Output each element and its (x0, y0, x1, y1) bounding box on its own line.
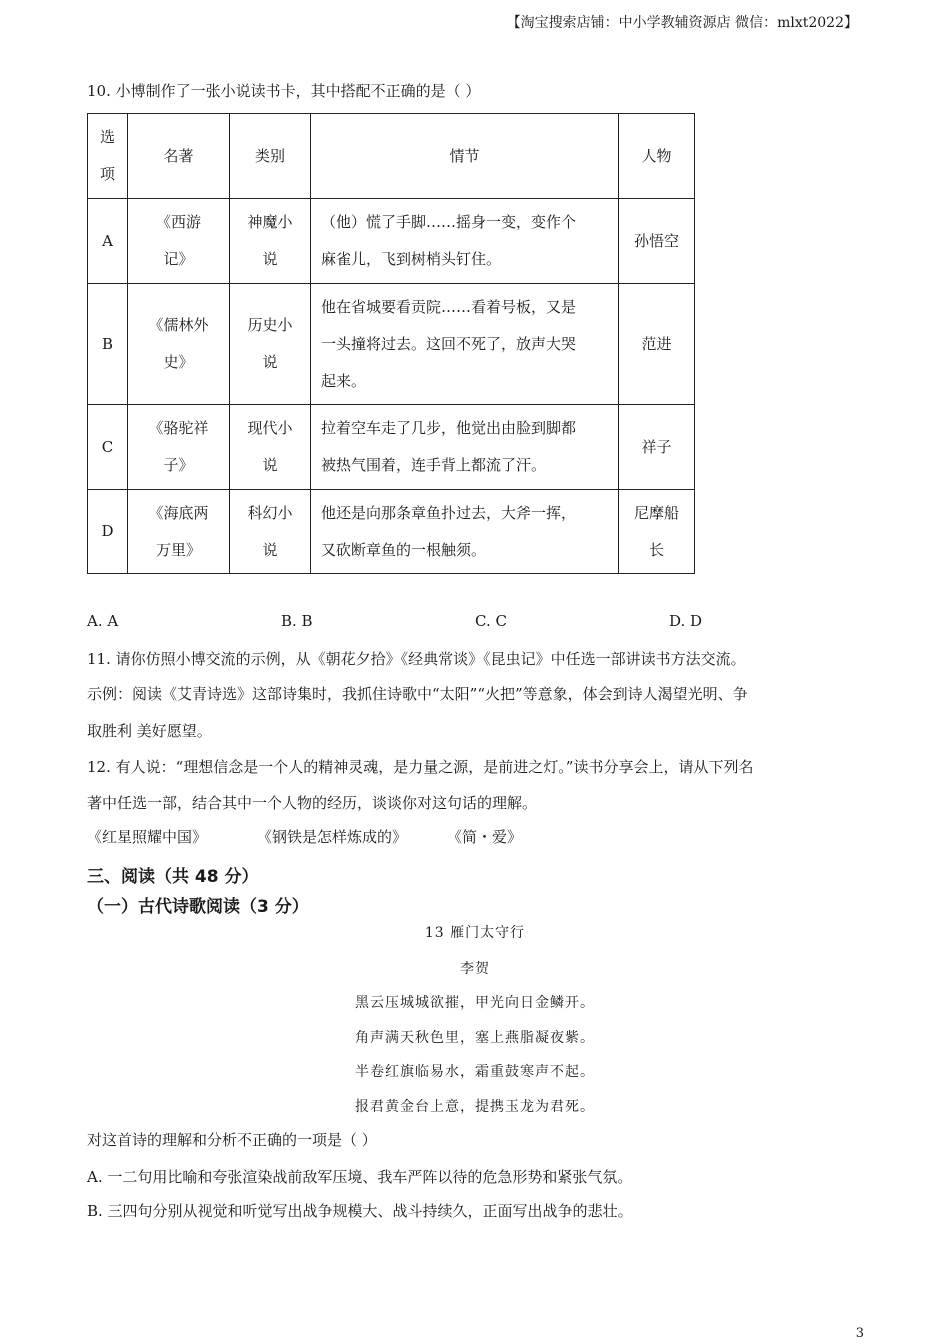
question-11-stem: 11. 请你仿照小博交流的示例，从《朝花夕拾》《经典常谈》《昆虫记》中任选一部讲读书方法交流。 (87, 650, 746, 668)
poem-line: 黑云压城城欲摧，甲光向日金鳞开。 (355, 995, 595, 1011)
row-character: 祥子 (619, 405, 695, 490)
header-note: 【淘宝搜索店铺：中小学教辅资源店 微信：mlxt2022】 (506, 15, 858, 31)
choice-a[interactable]: A. A (87, 612, 119, 630)
row-plot: 他在省城要看贡院……看着号板，又是 一头撞将过去。这回不死了，放声大哭 起来。 (311, 284, 619, 405)
row-plot: 他还是向那条章鱼扑过去，大斧一挥， 又砍断章鱼的一根触须。 (311, 490, 619, 574)
book-title: 《简・爱》 (447, 828, 523, 846)
row-work: 《骆驼祥 子》 (128, 405, 230, 490)
question-11-example: 示例：阅读《艾青诗选》这部诗集时，我抓住诗歌中“太阳”“火把”等意象，体会到诗人渴望光明、争 (87, 685, 748, 703)
question-13-option-b[interactable]: B. 三四句分别从视觉和听觉写出战争规模大、战斗持续久，正面写出战争的悲壮。 (87, 1202, 633, 1220)
table-row (88, 199, 695, 284)
row-category: 神魔小 说 (230, 199, 311, 284)
row-character: 尼摩船 长 (619, 490, 695, 574)
header-option: 选 项 (88, 114, 128, 199)
question-13-option-a[interactable]: A. 一二句用比喻和夸张渲染战前敌军压境、我车严阵以待的危急形势和紧张气氛。 (87, 1168, 633, 1186)
poem-line: 角声满天秋色里，塞上燕脂凝夜紫。 (355, 1030, 595, 1046)
row-plot: （他）慌了手脚……摇身一变，变作个 麻雀儿，飞到树梢头钉住。 (311, 199, 619, 284)
question-12-book-list (87, 826, 522, 847)
book-title: 《红星照耀中国》 (87, 828, 208, 846)
question-11-example-cont: 取胜利 美好愿望。 (87, 722, 212, 740)
question-12-stem-cont: 著中任选一部，结合其中一个人物的经历，谈谈你对这句话的理解。 (87, 794, 538, 812)
question-10-stem: 10. 小博制作了一张小说读书卡，其中搭配不正确的是（ ） (87, 82, 481, 100)
table-row (88, 490, 695, 574)
question-12-stem: 12. 有人说：“理想信念是一个人的精神灵魂，是力量之源，是前进之灯。”读书分享会上，请从下列名 (87, 758, 754, 776)
table-row (88, 405, 695, 490)
page-number: 3 (855, 1326, 864, 1341)
header-category: 类别 (230, 114, 311, 199)
row-character: 孙悟空 (619, 199, 695, 284)
reading-card-table (87, 113, 695, 574)
poem-line: 报君黄金台上意，提携玉龙为君死。 (355, 1099, 595, 1115)
row-option: B (88, 284, 128, 405)
poem-author: 李贺 (460, 961, 490, 977)
table-row (88, 284, 695, 405)
header-work: 名著 (128, 114, 230, 199)
subsection-title: （一）古代诗歌阅读（3 分） (87, 897, 309, 917)
header-plot: 情节 (311, 114, 619, 199)
row-option: C (88, 405, 128, 490)
row-option: A (88, 199, 128, 284)
choice-c[interactable]: C. C (475, 612, 507, 630)
choice-b[interactable]: B. B (281, 612, 313, 630)
row-category: 科幻小 说 (230, 490, 311, 574)
table-header-row (88, 114, 695, 199)
row-plot: 拉着空车走了几步，他觉出由脸到脚都 被热气围着，连手背上都流了汗。 (311, 405, 619, 490)
row-character: 范进 (619, 284, 695, 405)
header-character: 人物 (619, 114, 695, 199)
row-option: D (88, 490, 128, 574)
row-work: 《西游 记》 (128, 199, 230, 284)
book-title: 《钢铁是怎样炼成的》 (257, 828, 408, 846)
choice-d[interactable]: D. D (669, 612, 703, 630)
row-category: 现代小 说 (230, 405, 311, 490)
poem-title: 13 雁门太守行 (424, 925, 526, 941)
section-title: 三、阅读（共 48 分） (87, 867, 259, 887)
row-category: 历史小 说 (230, 284, 311, 405)
row-work: 《儒林外 史》 (128, 284, 230, 405)
row-work: 《海底两 万里》 (128, 490, 230, 574)
question-13-stem: 对这首诗的理解和分析不正确的一项是（ ） (87, 1131, 377, 1149)
poem-line: 半卷红旗临易水，霜重鼓寒声不起。 (355, 1064, 595, 1080)
